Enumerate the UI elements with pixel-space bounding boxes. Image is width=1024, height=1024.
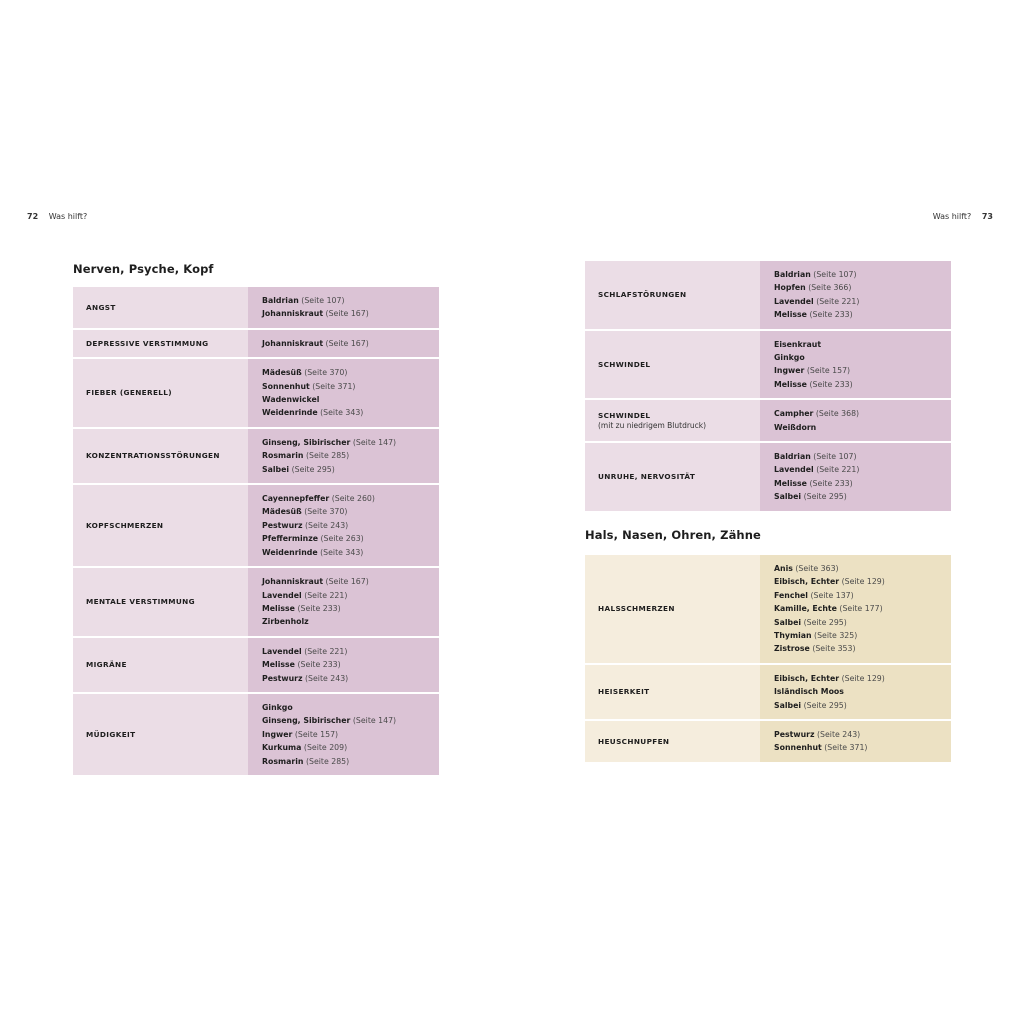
remedy-item: [774, 741, 951, 754]
remedy-name: Salbei: [774, 700, 802, 710]
remedy-name: Sonnenhut: [774, 743, 822, 753]
remedy-item: [774, 642, 951, 655]
remedy-list: [760, 331, 951, 399]
remedy-name: Kurkuma: [262, 743, 302, 753]
remedy-item: [774, 672, 951, 685]
page-reference: (Seite 157): [294, 729, 339, 739]
page-reference: (Seite 285): [305, 451, 350, 461]
running-header-left: [27, 212, 87, 221]
page-reference: (Seite 371): [824, 743, 868, 753]
condition-cell: [73, 568, 248, 636]
page-reference: (Seite 177): [839, 604, 883, 614]
remedy-item: [774, 728, 951, 741]
remedy-item: [774, 562, 951, 575]
page-reference: (Seite 107): [813, 270, 857, 279]
remedy-list: [760, 721, 951, 762]
remedy-item: [262, 380, 439, 393]
remedy-name: Wadenwickel: [262, 395, 320, 405]
remedy-item: [262, 505, 439, 518]
condition-cell: [585, 261, 760, 329]
page-reference: (Seite 285): [305, 756, 350, 766]
condition-name: KONZENTRATIONSSTÖRUNGEN: [86, 451, 220, 461]
table-row: [73, 568, 439, 636]
table-row: [585, 555, 951, 663]
remedy-item: [262, 492, 439, 505]
page-reference: (Seite 243): [817, 730, 861, 740]
remedy-list: [760, 443, 951, 511]
remedy-name: Fenchel: [774, 590, 808, 600]
condition-cell: [73, 429, 248, 483]
remedy-name: Ingwer: [774, 366, 805, 376]
section-title-hals: Hals, Nasen, Ohren, Zähne: [585, 528, 761, 542]
running-title: Was hilft?: [932, 212, 972, 221]
table-row: [585, 665, 951, 719]
remedy-name: Eibisch, Echter: [774, 673, 840, 683]
remedy-name: Ginseng, Sibirischer: [262, 716, 351, 726]
remedy-table-hals: [585, 555, 951, 764]
remedy-table-nerven: [73, 287, 439, 777]
page-reference: (Seite 157): [806, 366, 851, 376]
remedy-item: [774, 308, 951, 321]
page-reference: (Seite 260): [331, 494, 375, 504]
remedy-name: Mädesüß: [262, 507, 302, 517]
remedy-item: [262, 436, 439, 449]
condition-name: KOPFSCHMERZEN: [86, 520, 164, 530]
remedy-item: [774, 421, 951, 434]
remedy-item: [262, 532, 439, 545]
page-reference: (Seite 295): [803, 492, 847, 502]
page-reference: (Seite 343): [320, 547, 364, 557]
remedy-name: Lavendel: [262, 590, 302, 600]
page-reference: (Seite 209): [303, 743, 348, 753]
section-title-nerven: Nerven, Psyche, Kopf: [73, 262, 214, 276]
condition-cell: [73, 485, 248, 566]
page-reference: (Seite 370): [304, 368, 348, 378]
remedy-item: [774, 490, 951, 503]
running-title: Was hilft?: [48, 212, 88, 221]
remedy-name: Zirbenholz: [262, 617, 309, 627]
remedy-name: Melisse: [774, 478, 807, 488]
remedy-list: [760, 555, 951, 663]
page-reference: (Seite 129): [841, 577, 885, 587]
remedy-name: Pestwurz: [262, 520, 303, 530]
remedy-item: [774, 450, 951, 463]
remedy-item: [262, 672, 439, 685]
remedy-name: Isländisch Moos: [774, 687, 844, 697]
remedy-list: [248, 330, 439, 357]
page-reference: (Seite 233): [297, 603, 341, 613]
remedy-item: [774, 699, 951, 712]
remedy-name: Salbei: [262, 464, 290, 474]
page-reference: (Seite 221): [816, 296, 860, 306]
condition-name: ANGST: [86, 302, 116, 312]
page-reference: (Seite 221): [816, 465, 860, 475]
remedy-name: Hopfen: [774, 283, 806, 293]
remedy-list: [248, 287, 439, 328]
page-reference: (Seite 343): [320, 408, 364, 418]
remedy-name: Eibisch, Echter: [774, 577, 840, 587]
page-reference: (Seite 167): [325, 309, 369, 319]
remedy-name: Johanniskraut: [262, 309, 324, 319]
remedy-item: [262, 406, 439, 419]
remedy-item: [262, 701, 439, 714]
remedy-item: [774, 364, 951, 377]
remedy-name: Zistrose: [774, 644, 810, 654]
remedy-item: [262, 393, 439, 406]
page-reference: (Seite 371): [312, 381, 356, 391]
remedy-item: [774, 685, 951, 698]
remedy-item: [774, 281, 951, 294]
table-row: [585, 400, 951, 441]
remedy-name: Baldrian: [774, 452, 811, 462]
table-row: [73, 359, 439, 427]
remedy-name: Sonnenhut: [262, 381, 310, 391]
page-reference: (Seite 167): [325, 577, 369, 587]
remedy-name: Baldrian: [262, 296, 299, 305]
remedy-name: Melisse: [262, 660, 295, 670]
remedy-item: [774, 477, 951, 490]
page-reference: (Seite 233): [809, 478, 853, 488]
remedy-list: [760, 400, 951, 441]
condition-cell: [73, 287, 248, 328]
remedy-item: [262, 658, 439, 671]
remedy-item: [262, 519, 439, 532]
remedy-item: [262, 728, 439, 741]
remedy-item: [774, 338, 951, 351]
page-reference: (Seite 368): [815, 409, 860, 419]
page-reference: (Seite 243): [305, 673, 349, 683]
remedy-item: [262, 589, 439, 602]
remedy-name: Ginkgo: [262, 702, 293, 712]
condition-name: MIGRÄNE: [86, 660, 127, 670]
page-reference: (Seite 366): [808, 283, 852, 293]
table-row: [585, 721, 951, 762]
page-reference: (Seite 137): [810, 590, 854, 600]
page-reference: (Seite 129): [841, 673, 885, 683]
page-reference: (Seite 295): [803, 617, 847, 627]
remedy-item: [774, 295, 951, 308]
page-reference: (Seite 147): [352, 716, 397, 726]
page-reference: (Seite 221): [304, 646, 348, 656]
page-reference: (Seite 233): [297, 660, 341, 670]
remedy-item: [262, 741, 439, 754]
condition-name: MÜDIGKEIT: [86, 729, 136, 739]
condition-cell: [585, 721, 760, 762]
page-reference: (Seite 243): [305, 520, 349, 530]
remedy-name: Pestwurz: [262, 673, 303, 683]
table-row: [73, 287, 439, 328]
remedy-name: Ginkgo: [774, 353, 805, 363]
remedy-name: Thymian: [774, 631, 812, 641]
remedy-item: [262, 463, 439, 476]
condition-name: SCHWINDEL: [598, 411, 651, 421]
remedy-item: [774, 602, 951, 615]
remedy-list: [760, 665, 951, 719]
condition-cell: [585, 443, 760, 511]
remedy-name: Weidenrinde: [262, 547, 318, 557]
condition-name: UNRUHE, NERVOSITÄT: [598, 472, 696, 482]
remedy-list: [248, 485, 439, 566]
condition-name: DEPRESSIVE VERSTIMMUNG: [86, 338, 209, 348]
remedy-item: [262, 366, 439, 379]
remedy-name: Pestwurz: [774, 730, 815, 740]
page-reference: (Seite 147): [352, 437, 397, 447]
remedy-name: Anis: [774, 564, 793, 573]
remedy-name: Weidenrinde: [262, 408, 318, 418]
remedy-name: Kamille, Echte: [774, 604, 837, 614]
remedy-item: [262, 449, 439, 462]
page-reference: (Seite 167): [325, 338, 369, 348]
remedy-name: Johanniskraut: [262, 577, 324, 587]
table-row: [73, 694, 439, 775]
remedy-name: Pfefferminze: [262, 534, 319, 544]
condition-name: HALSSCHMERZEN: [598, 604, 675, 614]
remedy-item: [774, 463, 951, 476]
remedy-name: Melisse: [774, 310, 807, 320]
page-reference: (Seite 325): [814, 631, 858, 641]
page-number: 73: [981, 212, 993, 221]
condition-cell: [73, 638, 248, 692]
page-reference: (Seite 107): [301, 296, 345, 305]
condition-cell: [585, 331, 760, 399]
remedy-item: [262, 546, 439, 559]
table-row: [73, 485, 439, 566]
condition-cell: [73, 359, 248, 427]
condition-cell: [585, 555, 760, 663]
page-reference: (Seite 295): [291, 464, 335, 474]
remedy-name: Mädesüß: [262, 368, 302, 378]
page-reference: (Seite 363): [795, 564, 839, 573]
condition-cell: [73, 694, 248, 775]
remedy-item: [262, 615, 439, 628]
condition-name: SCHLAFSTÖRUNGEN: [598, 290, 687, 300]
remedy-list: [248, 568, 439, 636]
condition-name: HEISERKEIT: [598, 687, 650, 697]
remedy-item: [774, 629, 951, 642]
remedy-list: [760, 261, 951, 329]
condition-name: HEUSCHNUPFEN: [598, 736, 670, 746]
page-number: 72: [27, 212, 39, 221]
remedy-name: Ginseng, Sibirischer: [262, 437, 351, 447]
remedy-name: Johanniskraut: [262, 338, 324, 348]
remedy-name: Rosmarin: [262, 451, 304, 461]
remedy-item: [774, 268, 951, 281]
remedy-item: [262, 602, 439, 615]
remedy-name: Weißdorn: [774, 422, 817, 432]
remedy-name: Melisse: [262, 603, 295, 613]
condition-cell: [585, 665, 760, 719]
remedy-name: Lavendel: [774, 465, 814, 475]
remedy-name: Rosmarin: [262, 756, 304, 766]
remedy-name: Campher: [774, 409, 814, 419]
remedy-name: Salbei: [774, 617, 802, 627]
remedy-item: [262, 307, 439, 320]
table-row: [73, 638, 439, 692]
remedy-name: Lavendel: [262, 646, 302, 656]
remedy-item: [262, 575, 439, 588]
table-row: [585, 443, 951, 511]
remedy-item: [262, 714, 439, 727]
page-reference: (Seite 107): [813, 452, 857, 462]
remedy-name: Eisenkraut: [774, 339, 822, 349]
page-reference: (Seite 233): [809, 379, 853, 389]
remedy-list: [248, 359, 439, 427]
remedy-name: Baldrian: [774, 270, 811, 279]
page-reference: (Seite 353): [812, 644, 856, 654]
condition-name: FIEBER (GENERELL): [86, 388, 172, 398]
table-row: [585, 331, 951, 399]
table-row: [585, 261, 951, 329]
remedy-item: [774, 407, 951, 420]
table-row: [73, 330, 439, 357]
remedy-item: [262, 337, 439, 350]
remedy-item: [774, 575, 951, 588]
running-header-right: [933, 212, 993, 221]
condition-cell: [73, 330, 248, 357]
remedy-name: Ingwer: [262, 729, 293, 739]
condition-cell: [585, 400, 760, 441]
remedy-item: [774, 616, 951, 629]
remedy-item: [774, 589, 951, 602]
remedy-name: Melisse: [774, 379, 807, 389]
remedy-table-schlaf: [585, 261, 951, 513]
page-reference: (Seite 233): [809, 310, 853, 320]
remedy-name: Cayennepfeffer: [262, 494, 330, 504]
condition-name: MENTALE VERSTIMMUNG: [86, 597, 195, 607]
page-reference: (Seite 263): [320, 534, 364, 544]
remedy-list: [248, 429, 439, 483]
condition-note: (mit zu niedrigem Blutdruck): [598, 420, 707, 430]
condition-name: SCHWINDEL: [598, 359, 651, 369]
page-reference: (Seite 370): [304, 507, 348, 517]
remedy-list: [248, 694, 439, 775]
remedy-item: [262, 645, 439, 658]
remedy-item: [774, 378, 951, 391]
remedy-item: [262, 755, 439, 768]
remedy-item: [774, 351, 951, 364]
page-reference: (Seite 221): [304, 590, 348, 600]
remedy-item: [262, 294, 439, 307]
remedy-name: Salbei: [774, 492, 802, 502]
table-row: [73, 429, 439, 483]
remedy-name: Lavendel: [774, 296, 814, 306]
page-reference: (Seite 295): [803, 700, 847, 710]
remedy-list: [248, 638, 439, 692]
